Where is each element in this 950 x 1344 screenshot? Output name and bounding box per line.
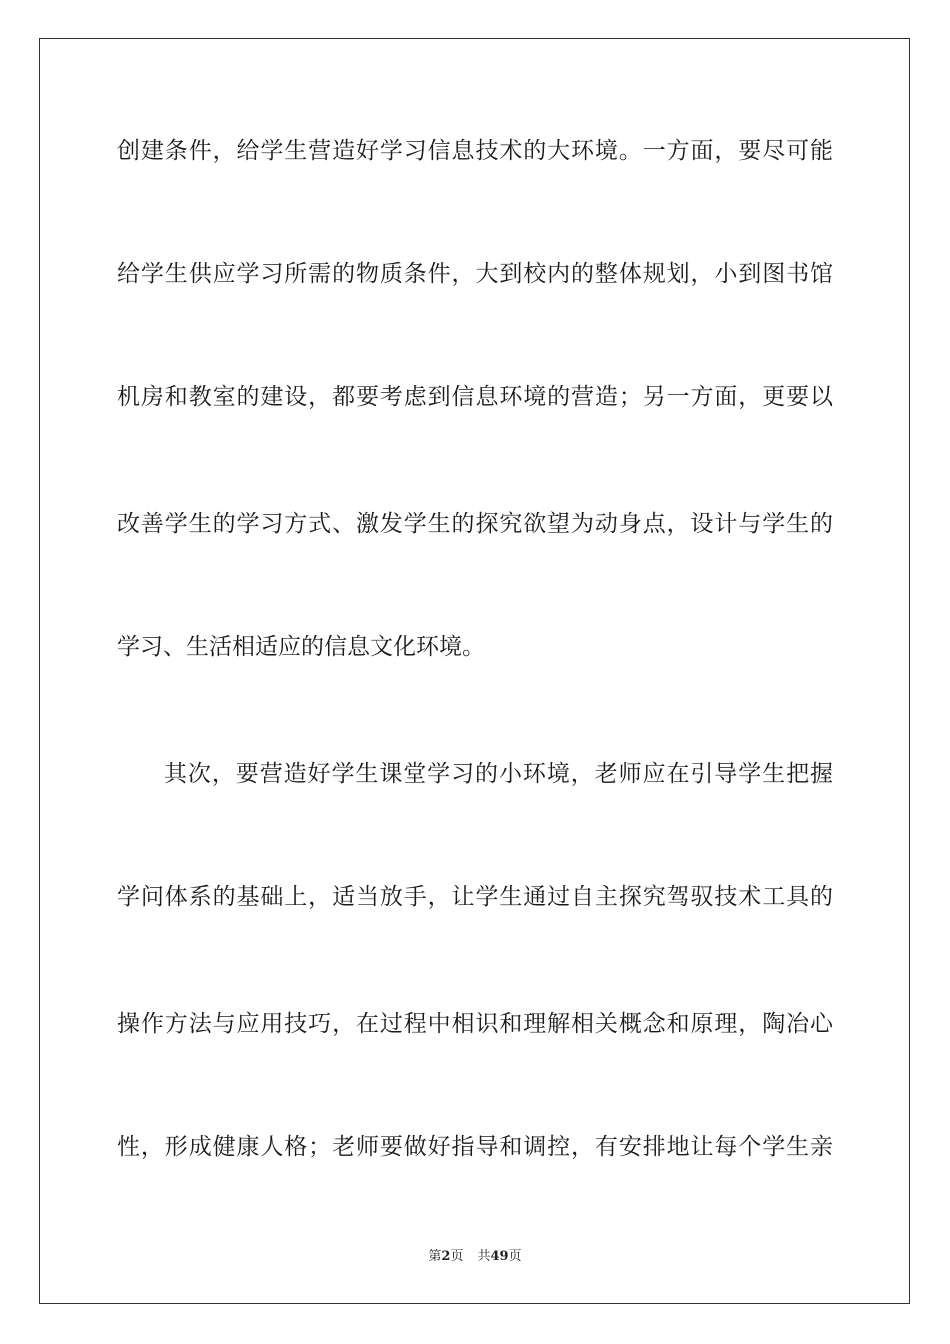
text-line-8: 操作方法与应用技巧，在过程中相识和理解相关概念和原理，陶冶心 [117,1011,833,1037]
total-pages: 49 [490,1249,509,1264]
text-line-5: 学习、生活相适应的信息文化环境。 [117,634,485,660]
page-suffix: 页 [450,1249,464,1264]
page-prefix: 第 [428,1249,442,1264]
text-line-9: 性，形成健康人格；老师要做好指导和调控，有安排地让每个学生亲 [117,1134,833,1160]
text-line-1: 创建条件，给学生营造好学习信息技术的大环境。一方面，要尽可能 [117,138,833,164]
page-number: 2 [441,1249,451,1264]
text-line-7: 学问体系的基础上，适当放手，让学生通过自主探究驾驭技术工具的 [117,884,833,910]
text-line-3: 机房和教室的建设，都要考虑到信息环境的营造；另一方面，更要以 [117,384,833,410]
page-border [39,38,910,1304]
text-line-2: 给学生供应学习所需的物质条件，大到校内的整体规划，小到图书馆 [117,261,833,287]
page-footer [0,1248,950,1266]
total-prefix: 共 [477,1249,491,1264]
text-line-4: 改善学生的学习方式、激发学生的探究欲望为动身点，设计与学生的 [117,511,833,537]
total-suffix: 页 [508,1249,522,1264]
paragraph-2-line-1: 其次，要营造好学生课堂学习的小环境，老师应在引导学生把握 [164,761,833,787]
